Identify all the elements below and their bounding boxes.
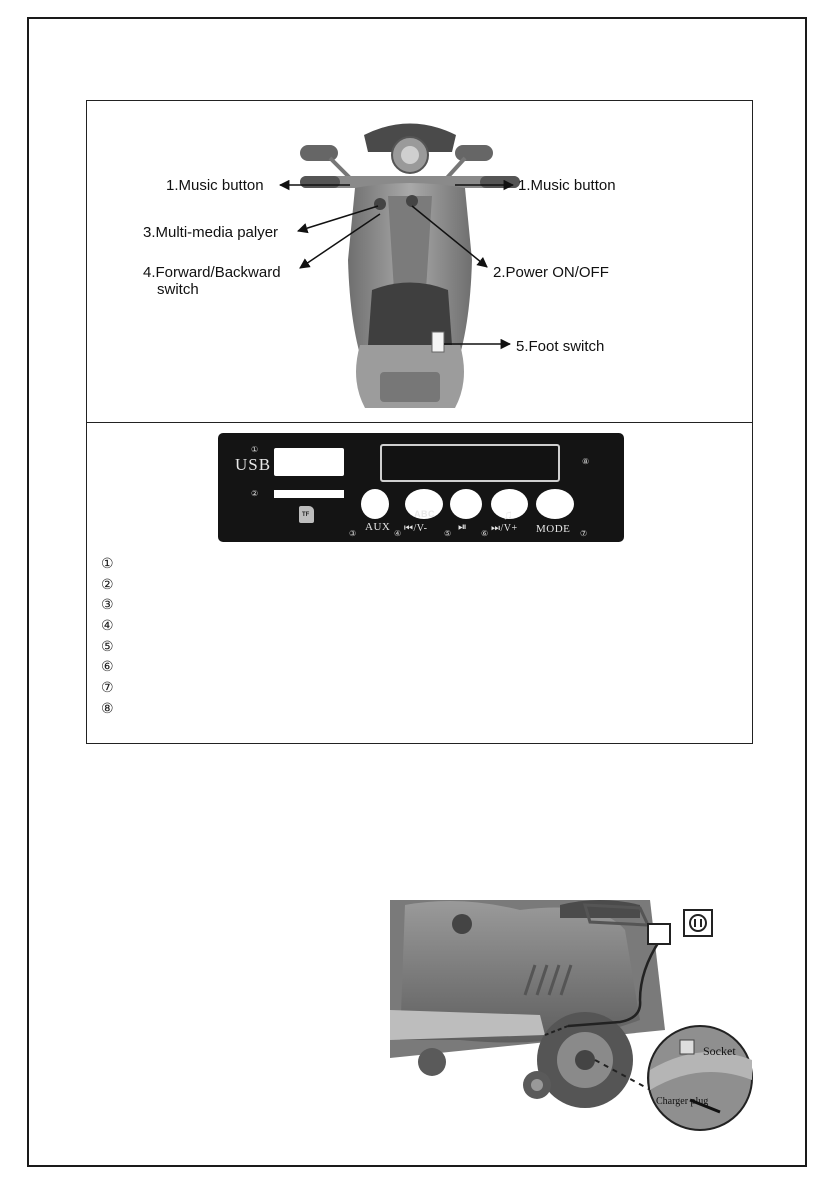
legend-item: ② xyxy=(101,575,114,592)
next-volume-up-label: ⏭/V+ xyxy=(491,523,518,534)
legend-item: ⑧ xyxy=(101,699,114,716)
panel-number-3: ③ xyxy=(349,529,357,538)
legend-item: ④ xyxy=(101,617,114,634)
panel-number-6: ⑥ xyxy=(481,529,489,538)
legend-item: ⑤ xyxy=(101,637,114,654)
legend-item: ③ xyxy=(101,596,114,613)
panel-number-1: ① xyxy=(251,445,259,454)
charger-plug-label: Charger plug xyxy=(656,1096,709,1107)
tf-label: TF xyxy=(302,512,310,518)
play-pause-label: ⏯ xyxy=(458,521,468,533)
legend-item: ① xyxy=(101,555,114,571)
prev-volume-down-label: ⏮/V- xyxy=(404,523,428,534)
usb-label: USB xyxy=(235,455,272,474)
aux-label: AUX xyxy=(365,521,391,533)
music-note-label: ♫ xyxy=(503,507,514,522)
callout-multimedia: 3.Multi-media palyer xyxy=(143,224,279,241)
callout-power: 2.Power ON/OFF xyxy=(493,264,609,281)
panel-number-8: ⑧ xyxy=(582,457,590,466)
callout-forward-backward-line2: switch xyxy=(157,281,199,298)
socket-label: Socket xyxy=(703,1044,736,1058)
abc-label: ABC xyxy=(414,509,435,519)
callout-music-right: 1.Music button xyxy=(518,177,616,194)
panel-number-4: ④ xyxy=(394,529,402,538)
panel-number-2: ② xyxy=(251,489,259,498)
legend-item: ⑦ xyxy=(101,679,114,696)
legend-item: ⑥ xyxy=(101,658,114,675)
callout-forward-backward: 4.Forward/Backward xyxy=(143,264,281,281)
callout-music-left: 1.Music button xyxy=(166,177,264,194)
callout-foot-switch: 5.Foot switch xyxy=(516,338,605,355)
panel-number-5: ⑤ xyxy=(444,529,452,538)
mode-label: MODE xyxy=(536,523,571,535)
panel-number-7: ⑦ xyxy=(580,529,588,538)
